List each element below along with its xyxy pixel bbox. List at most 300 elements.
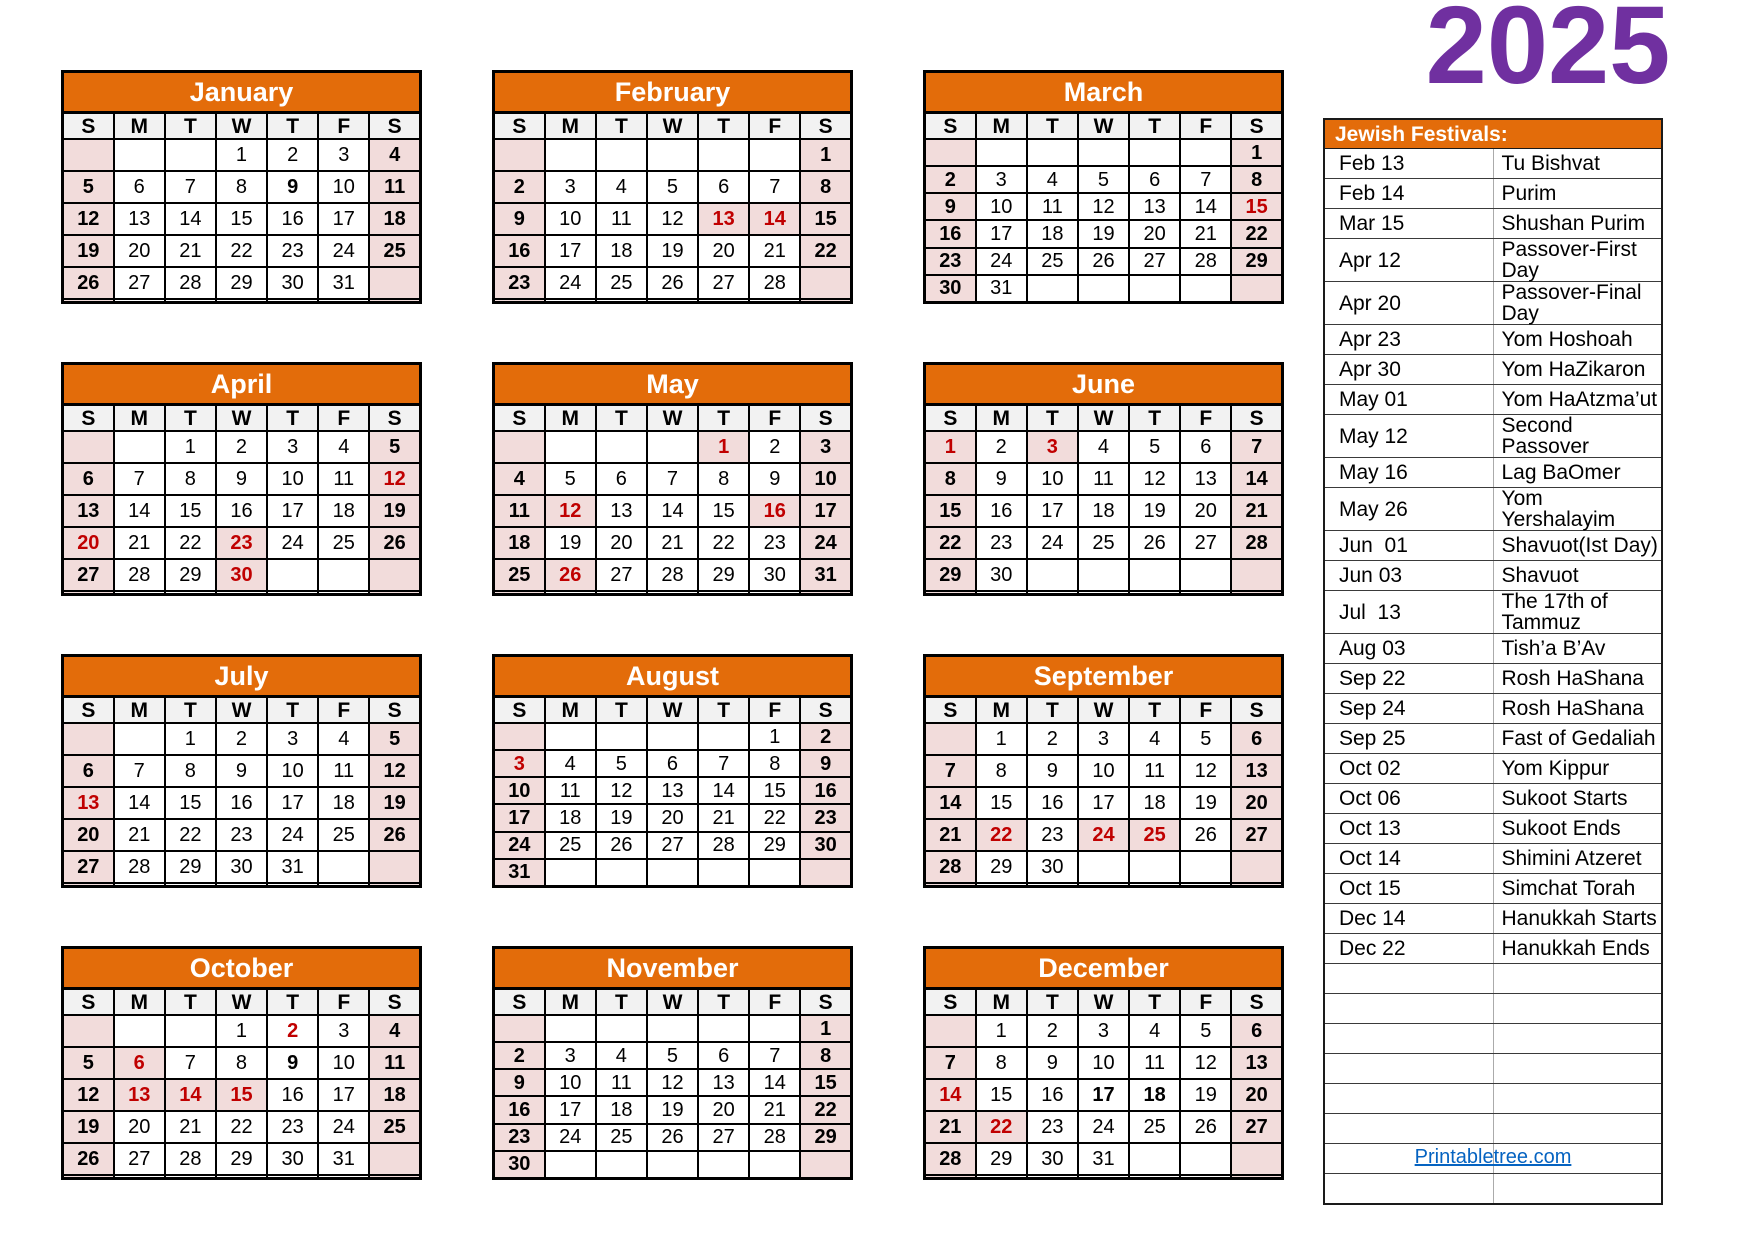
festival-name: Yom Hoshoah xyxy=(1493,325,1662,355)
day-october-31: 31 xyxy=(318,1143,369,1175)
day-may-9: 9 xyxy=(749,463,800,495)
day-december-14: 14 xyxy=(925,1079,976,1111)
weekday-header: S xyxy=(494,989,545,1016)
empty-day-cell xyxy=(1231,559,1282,591)
day-september-10: 10 xyxy=(1078,755,1129,787)
festival-name: Rosh HaShana xyxy=(1493,664,1662,694)
day-march-24: 24 xyxy=(976,248,1027,275)
day-july-11: 11 xyxy=(318,755,369,787)
empty-day-cell xyxy=(165,883,216,887)
festival-date: Apr 20 xyxy=(1324,282,1493,325)
day-march-12: 12 xyxy=(1078,193,1129,220)
week-row xyxy=(63,883,421,887)
week-row xyxy=(494,431,852,463)
empty-day-cell xyxy=(1027,1175,1078,1179)
weekday-header: S xyxy=(63,113,114,140)
month-name: December xyxy=(925,948,1283,989)
festival-row xyxy=(1324,458,1662,488)
festival-empty-date xyxy=(1324,1054,1493,1084)
empty-day-cell xyxy=(494,431,545,463)
day-february-19: 19 xyxy=(647,235,698,267)
day-july-27: 27 xyxy=(63,851,114,883)
weekday-header: W xyxy=(216,113,267,140)
weekday-header-row xyxy=(63,113,421,140)
day-january-28: 28 xyxy=(165,267,216,299)
weekday-header: T xyxy=(698,697,749,724)
day-october-11: 11 xyxy=(369,1047,420,1079)
day-september-21: 21 xyxy=(925,819,976,851)
empty-day-cell xyxy=(114,591,165,595)
day-february-2: 2 xyxy=(494,171,545,203)
empty-day-cell xyxy=(318,591,369,595)
day-june-1: 1 xyxy=(925,431,976,463)
day-june-13: 13 xyxy=(1180,463,1231,495)
day-july-6: 6 xyxy=(63,755,114,787)
week-row xyxy=(925,495,1283,527)
empty-day-cell xyxy=(165,591,216,595)
empty-day-cell xyxy=(1027,559,1078,591)
day-september-17: 17 xyxy=(1078,787,1129,819)
festival-row xyxy=(1324,784,1662,814)
week-row xyxy=(925,248,1283,275)
week-row xyxy=(63,559,421,591)
week-row xyxy=(925,883,1283,887)
week-row xyxy=(63,203,421,235)
day-november-14: 14 xyxy=(749,1069,800,1096)
day-november-11: 11 xyxy=(596,1069,647,1096)
festival-row xyxy=(1324,591,1662,634)
empty-day-cell xyxy=(1078,559,1129,591)
empty-day-cell xyxy=(114,723,165,755)
festival-date: Jun 01 xyxy=(1324,531,1493,561)
day-august-28: 28 xyxy=(698,832,749,859)
printabletree-link[interactable]: Printabletree.com xyxy=(1414,1146,1572,1168)
day-october-23: 23 xyxy=(267,1111,318,1143)
day-january-5: 5 xyxy=(63,171,114,203)
festival-date: Dec 22 xyxy=(1324,934,1493,964)
empty-day-cell xyxy=(267,591,318,595)
weekday-header: M xyxy=(114,989,165,1016)
day-march-9: 9 xyxy=(925,193,976,220)
weekday-header: T xyxy=(165,989,216,1016)
week-row xyxy=(494,1096,852,1123)
empty-day-cell xyxy=(596,723,647,750)
day-september-29: 29 xyxy=(976,851,1027,883)
festival-empty-date xyxy=(1324,1024,1493,1054)
week-row xyxy=(63,1079,421,1111)
day-december-20: 20 xyxy=(1231,1079,1282,1111)
weekday-header: S xyxy=(925,405,976,432)
weekday-header: F xyxy=(1180,697,1231,724)
empty-day-cell xyxy=(596,139,647,171)
day-december-30: 30 xyxy=(1027,1143,1078,1175)
empty-day-cell xyxy=(114,299,165,303)
empty-day-cell xyxy=(596,859,647,887)
day-march-15: 15 xyxy=(1231,193,1282,220)
day-january-31: 31 xyxy=(318,267,369,299)
festival-empty-row xyxy=(1324,994,1662,1024)
day-october-7: 7 xyxy=(165,1047,216,1079)
day-january-1: 1 xyxy=(216,139,267,171)
weekday-header: M xyxy=(545,405,596,432)
festival-row xyxy=(1324,415,1662,458)
day-january-16: 16 xyxy=(267,203,318,235)
day-march-14: 14 xyxy=(1180,193,1231,220)
day-june-19: 19 xyxy=(1129,495,1180,527)
empty-day-cell xyxy=(596,299,647,303)
empty-day-cell xyxy=(1078,139,1129,166)
day-april-5: 5 xyxy=(369,431,420,463)
day-july-1: 1 xyxy=(165,723,216,755)
festival-empty-date xyxy=(1324,1084,1493,1114)
day-november-17: 17 xyxy=(545,1096,596,1123)
day-september-9: 9 xyxy=(1027,755,1078,787)
festival-row xyxy=(1324,874,1662,904)
day-february-3: 3 xyxy=(545,171,596,203)
empty-day-cell xyxy=(369,591,420,595)
empty-day-cell xyxy=(1231,1175,1282,1179)
empty-day-cell xyxy=(369,851,420,883)
festival-empty-row xyxy=(1324,1174,1662,1204)
day-january-18: 18 xyxy=(369,203,420,235)
weekday-header: F xyxy=(318,113,369,140)
weekday-header: S xyxy=(800,697,851,724)
day-march-17: 17 xyxy=(976,220,1027,247)
festival-name: The 17th of Tammuz xyxy=(1493,591,1662,634)
weekday-header: F xyxy=(749,989,800,1016)
week-row xyxy=(494,777,852,804)
day-may-7: 7 xyxy=(647,463,698,495)
day-september-28: 28 xyxy=(925,851,976,883)
day-september-8: 8 xyxy=(976,755,1027,787)
empty-day-cell xyxy=(800,591,851,595)
month-march xyxy=(923,70,1284,304)
empty-day-cell xyxy=(1180,591,1231,595)
day-may-2: 2 xyxy=(749,431,800,463)
weekday-header: M xyxy=(114,113,165,140)
day-july-22: 22 xyxy=(165,819,216,851)
week-row xyxy=(925,193,1283,220)
weekday-header: T xyxy=(1027,113,1078,140)
month-april xyxy=(61,362,422,596)
festival-empty-name xyxy=(1493,1024,1662,1054)
day-march-26: 26 xyxy=(1078,248,1129,275)
empty-day-cell xyxy=(596,1015,647,1042)
day-may-16: 16 xyxy=(749,495,800,527)
weekday-header: T xyxy=(1129,697,1180,724)
day-april-25: 25 xyxy=(318,527,369,559)
day-november-28: 28 xyxy=(749,1124,800,1151)
day-april-8: 8 xyxy=(165,463,216,495)
empty-day-cell xyxy=(216,883,267,887)
day-april-23: 23 xyxy=(216,527,267,559)
day-june-17: 17 xyxy=(1027,495,1078,527)
day-may-26: 26 xyxy=(545,559,596,591)
day-january-29: 29 xyxy=(216,267,267,299)
empty-day-cell xyxy=(114,883,165,887)
festival-date: Apr 30 xyxy=(1324,355,1493,385)
weekday-header: W xyxy=(216,989,267,1016)
month-name: August xyxy=(494,656,852,697)
week-row xyxy=(63,1143,421,1175)
week-row xyxy=(925,723,1283,755)
weekday-header: W xyxy=(647,113,698,140)
day-may-1: 1 xyxy=(698,431,749,463)
day-august-22: 22 xyxy=(749,804,800,831)
day-may-12: 12 xyxy=(545,495,596,527)
day-august-8: 8 xyxy=(749,750,800,777)
day-june-7: 7 xyxy=(1231,431,1282,463)
day-october-25: 25 xyxy=(369,1111,420,1143)
weekday-header: S xyxy=(925,989,976,1016)
week-row xyxy=(494,832,852,859)
day-november-3: 3 xyxy=(545,1042,596,1069)
day-march-10: 10 xyxy=(976,193,1027,220)
day-june-8: 8 xyxy=(925,463,976,495)
month-august xyxy=(492,654,853,888)
empty-day-cell xyxy=(369,299,420,303)
empty-day-cell xyxy=(647,299,698,303)
day-april-26: 26 xyxy=(369,527,420,559)
week-row xyxy=(63,1015,421,1047)
weekday-header: T xyxy=(1129,405,1180,432)
day-december-22: 22 xyxy=(976,1111,1027,1143)
day-june-11: 11 xyxy=(1078,463,1129,495)
day-september-15: 15 xyxy=(976,787,1027,819)
day-december-12: 12 xyxy=(1180,1047,1231,1079)
day-july-26: 26 xyxy=(369,819,420,851)
day-october-9: 9 xyxy=(267,1047,318,1079)
day-april-6: 6 xyxy=(63,463,114,495)
week-row xyxy=(494,235,852,267)
day-november-21: 21 xyxy=(749,1096,800,1123)
day-march-3: 3 xyxy=(976,166,1027,193)
week-row xyxy=(63,527,421,559)
empty-day-cell xyxy=(165,1015,216,1047)
day-march-13: 13 xyxy=(1129,193,1180,220)
week-row xyxy=(925,819,1283,851)
empty-day-cell xyxy=(165,139,216,171)
weekday-header: W xyxy=(647,405,698,432)
festival-date: Oct 02 xyxy=(1324,754,1493,784)
day-june-9: 9 xyxy=(976,463,1027,495)
month-header-row xyxy=(63,364,421,405)
day-september-26: 26 xyxy=(1180,819,1231,851)
day-august-16: 16 xyxy=(800,777,851,804)
weekday-header: S xyxy=(63,405,114,432)
day-november-9: 9 xyxy=(494,1069,545,1096)
weekday-header: T xyxy=(267,989,318,1016)
empty-day-cell xyxy=(63,431,114,463)
day-december-19: 19 xyxy=(1180,1079,1231,1111)
festival-name: Sukoot Starts xyxy=(1493,784,1662,814)
festival-date: May 01 xyxy=(1324,385,1493,415)
day-october-16: 16 xyxy=(267,1079,318,1111)
week-row xyxy=(494,804,852,831)
empty-day-cell xyxy=(1231,275,1282,303)
week-row xyxy=(925,755,1283,787)
day-august-21: 21 xyxy=(698,804,749,831)
day-august-6: 6 xyxy=(647,750,698,777)
month-january xyxy=(61,70,422,304)
month-header-row xyxy=(63,72,421,113)
day-november-20: 20 xyxy=(698,1096,749,1123)
month-header-row xyxy=(925,948,1283,989)
month-june xyxy=(923,362,1284,596)
empty-day-cell xyxy=(1078,1175,1129,1179)
day-august-10: 10 xyxy=(494,777,545,804)
empty-day-cell xyxy=(647,139,698,171)
day-august-29: 29 xyxy=(749,832,800,859)
empty-day-cell xyxy=(216,1175,267,1179)
month-february xyxy=(492,70,853,304)
empty-day-cell xyxy=(494,1015,545,1042)
jewish-festivals-table xyxy=(1323,118,1663,1205)
week-row xyxy=(494,1042,852,1069)
empty-day-cell xyxy=(1078,851,1129,883)
day-may-15: 15 xyxy=(698,495,749,527)
empty-day-cell xyxy=(976,883,1027,887)
month-header-row xyxy=(63,948,421,989)
month-header-row xyxy=(494,948,852,989)
festival-empty-name xyxy=(1493,1084,1662,1114)
day-february-22: 22 xyxy=(800,235,851,267)
festival-row xyxy=(1324,814,1662,844)
festival-row xyxy=(1324,634,1662,664)
empty-day-cell xyxy=(63,1015,114,1047)
weekday-header: F xyxy=(318,697,369,724)
weekday-header: M xyxy=(976,697,1027,724)
day-april-19: 19 xyxy=(369,495,420,527)
festival-date: May 16 xyxy=(1324,458,1493,488)
day-december-7: 7 xyxy=(925,1047,976,1079)
day-january-15: 15 xyxy=(216,203,267,235)
day-july-18: 18 xyxy=(318,787,369,819)
empty-day-cell xyxy=(749,859,800,887)
empty-day-cell xyxy=(1129,559,1180,591)
festival-date: May 12 xyxy=(1324,415,1493,458)
empty-day-cell xyxy=(545,723,596,750)
day-january-24: 24 xyxy=(318,235,369,267)
empty-day-cell xyxy=(800,859,851,887)
festival-empty-name xyxy=(1493,994,1662,1024)
day-february-7: 7 xyxy=(749,171,800,203)
empty-day-cell xyxy=(318,559,369,591)
day-november-15: 15 xyxy=(800,1069,851,1096)
day-december-9: 9 xyxy=(1027,1047,1078,1079)
weekday-header: S xyxy=(1231,697,1282,724)
weekday-header: M xyxy=(545,113,596,140)
day-april-1: 1 xyxy=(165,431,216,463)
months-grid xyxy=(61,70,1284,1180)
day-february-23: 23 xyxy=(494,267,545,299)
day-december-5: 5 xyxy=(1180,1015,1231,1047)
day-september-19: 19 xyxy=(1180,787,1231,819)
festival-name: Hanukkah Starts xyxy=(1493,904,1662,934)
day-january-10: 10 xyxy=(318,171,369,203)
month-header-row xyxy=(63,656,421,697)
month-name: November xyxy=(494,948,852,989)
festival-row xyxy=(1324,488,1662,531)
day-may-10: 10 xyxy=(800,463,851,495)
empty-day-cell xyxy=(165,299,216,303)
day-july-2: 2 xyxy=(216,723,267,755)
day-march-2: 2 xyxy=(925,166,976,193)
day-december-3: 3 xyxy=(1078,1015,1129,1047)
empty-day-cell xyxy=(1078,883,1129,887)
day-december-11: 11 xyxy=(1129,1047,1180,1079)
day-august-15: 15 xyxy=(749,777,800,804)
empty-day-cell xyxy=(369,1143,420,1175)
weekday-header: S xyxy=(369,405,420,432)
empty-day-cell xyxy=(63,139,114,171)
week-row xyxy=(63,1111,421,1143)
day-december-24: 24 xyxy=(1078,1111,1129,1143)
weekday-header-row xyxy=(494,113,852,140)
day-january-30: 30 xyxy=(267,267,318,299)
day-october-6: 6 xyxy=(114,1047,165,1079)
week-row xyxy=(925,527,1283,559)
day-october-22: 22 xyxy=(216,1111,267,1143)
day-august-30: 30 xyxy=(800,832,851,859)
empty-day-cell xyxy=(1180,559,1231,591)
day-july-29: 29 xyxy=(165,851,216,883)
festival-name: Yom Yershalayim xyxy=(1493,488,1662,531)
day-may-17: 17 xyxy=(800,495,851,527)
day-july-9: 9 xyxy=(216,755,267,787)
week-row xyxy=(925,1175,1283,1179)
day-june-6: 6 xyxy=(1180,431,1231,463)
day-may-11: 11 xyxy=(494,495,545,527)
empty-day-cell xyxy=(1129,139,1180,166)
empty-day-cell xyxy=(1231,1143,1282,1175)
day-october-30: 30 xyxy=(267,1143,318,1175)
empty-day-cell xyxy=(749,591,800,595)
empty-day-cell xyxy=(1231,851,1282,883)
day-february-15: 15 xyxy=(800,203,851,235)
day-june-25: 25 xyxy=(1078,527,1129,559)
day-january-6: 6 xyxy=(114,171,165,203)
festivals-header: Jewish Festivals: xyxy=(1324,119,1662,149)
empty-day-cell xyxy=(976,1175,1027,1179)
weekday-header-row xyxy=(494,405,852,432)
day-april-30: 30 xyxy=(216,559,267,591)
day-august-26: 26 xyxy=(596,832,647,859)
empty-day-cell xyxy=(925,723,976,755)
day-january-3: 3 xyxy=(318,139,369,171)
empty-day-cell xyxy=(749,139,800,171)
day-september-14: 14 xyxy=(925,787,976,819)
month-october xyxy=(61,946,422,1180)
day-june-27: 27 xyxy=(1180,527,1231,559)
weekday-header: S xyxy=(494,405,545,432)
festival-date: Feb 13 xyxy=(1324,149,1493,179)
day-january-2: 2 xyxy=(267,139,318,171)
empty-day-cell xyxy=(749,1151,800,1179)
day-march-19: 19 xyxy=(1078,220,1129,247)
day-february-16: 16 xyxy=(494,235,545,267)
day-august-23: 23 xyxy=(800,804,851,831)
festival-name: Tu Bishvat xyxy=(1493,149,1662,179)
day-september-20: 20 xyxy=(1231,787,1282,819)
weekday-header: S xyxy=(369,989,420,1016)
weekday-header: S xyxy=(1231,113,1282,140)
day-october-14: 14 xyxy=(165,1079,216,1111)
day-march-7: 7 xyxy=(1180,166,1231,193)
day-december-16: 16 xyxy=(1027,1079,1078,1111)
day-september-6: 6 xyxy=(1231,723,1282,755)
week-row xyxy=(925,1079,1283,1111)
